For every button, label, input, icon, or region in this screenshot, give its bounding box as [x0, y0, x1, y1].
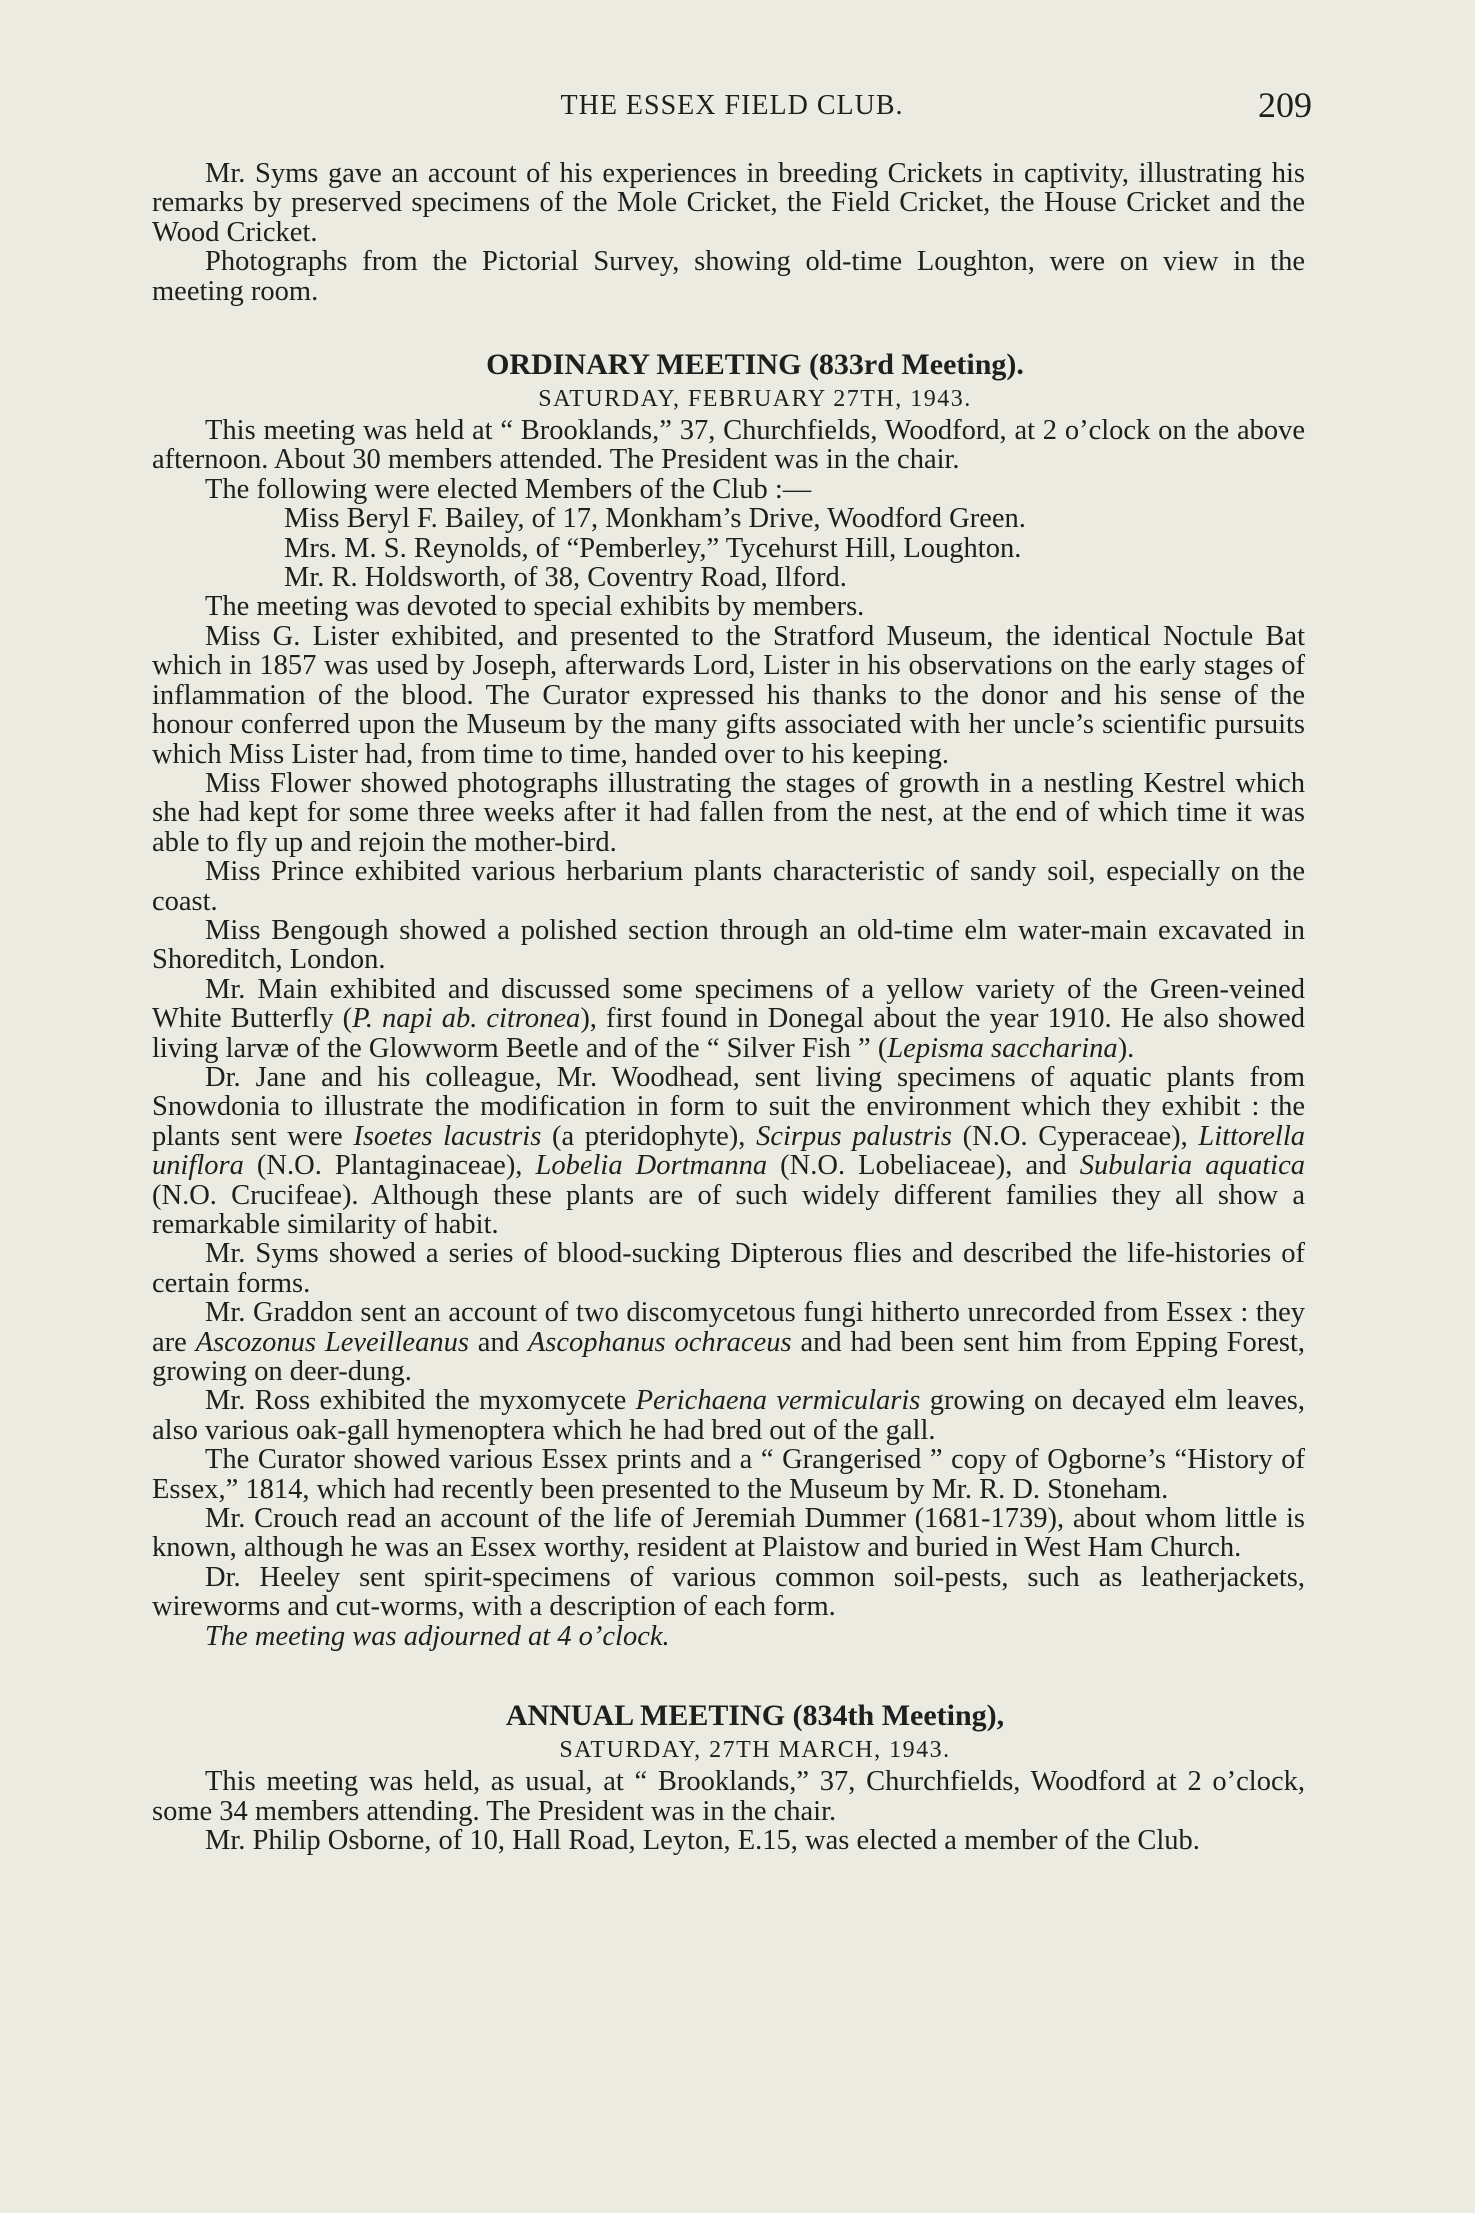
running-title: THE ESSEX FIELD CLUB. — [560, 90, 904, 121]
paragraph-annual-held: This meeting was held, as usual, at “ Brooklands,” 37, Churchfields, Woodford at 2 o’clock, some 34 members attending. The President was in the chair. — [152, 1766, 1305, 1827]
paragraph-elected-intro: The following were elected Members of the Club :— — [205, 473, 812, 505]
paragraph-photographs: Photographs from the Pictorial Survey, showing old-time Loughton, were on view in the meeting room. — [152, 246, 1305, 307]
running-head — [152, 84, 1312, 128]
page-body — [152, 159, 1305, 1855]
paragraph-osborne: Mr. Philip Osborne, of 10, Hall Road, Leyton, E.15, was elected a member of the Club. — [205, 1824, 1200, 1856]
member-entry: Mrs. M. S. Reynolds, of “Pemberley,” Tycehurst Hill, Loughton. — [284, 532, 1022, 564]
page-number: 209 — [1258, 85, 1312, 125]
paragraph-prince: Miss Prince exhibited various herbarium plants characteristic of sandy soil, especially on the coast. — [152, 856, 1305, 917]
paragraph-syms-flies: Mr. Syms showed a series of blood-sucking Dipterous flies and described the life-histories of certain forms. — [152, 1238, 1305, 1299]
paragraph-flower: Miss Flower showed photographs illustrating the stages of growth in a nestling Kestrel which she had kept for some three weeks after it had fallen from the nest, at the end of which time it was able to fly up and rejoin the mother-bird. — [152, 767, 1305, 858]
member-entry: Miss Beryl F. Bailey, of 17, Monkham’s Drive, Woodford Green. — [284, 503, 1026, 535]
elected-members-list — [152, 504, 1305, 592]
dateline-ordinary-meeting: SATURDAY, FEBRUARY 27TH, 1943. — [538, 386, 972, 413]
section-heading-annual-meeting: ANNUAL MEETING (834th Meeting), — [505, 1699, 1005, 1733]
paragraph-heeley: Dr. Heeley sent spirit-specimens of various common soil-pests, such as leatherjackets, wireworms and cut-worms, with a description of each form. — [152, 1561, 1305, 1623]
paragraph-lister: Miss G. Lister exhibited, and presented to the Stratford Museum, the identical Noctule Bat which in 1857 was used by Joseph, afterwards Lord, Lister in his observations on the early stages of inflammation of the blood. The Curator expressed his thanks to the donor and his sense of the honour conferred upon the Museum by the many gifts associated with her uncle’s scientific pursuits which Miss Lister had, from time to time, handed over to his keeping. — [152, 620, 1305, 770]
paragraph-crouch: Mr. Crouch read an account of the life of Jeremiah Dummer (1681-1739), about whom little is known, although he was an Essex worthy, resident at Plaistow and buried in West Ham Church. — [152, 1503, 1305, 1564]
member-entry: Mr. R. Holdsworth, of 38, Coventry Road, Ilford. — [284, 562, 847, 594]
paragraph-syms-crickets: Mr. Syms gave an account of his experiences in breeding Crickets in captivity, illustrating his remarks by preserved specimens of the Mole Cricket, the Field Cricket, the House Cricket and the Wood Cricket. — [152, 158, 1305, 248]
paragraph-graddon: Mr. Graddon sent an account of two discomycetous fungi hitherto unrecorded from Essex : they are Ascozonus Leveilleanus and Ascophanus ochraceus and had been sent him from Epping Forest, growing on deer-dung. — [152, 1297, 1305, 1388]
section-heading-ordinary-meeting: ORDINARY MEETING (833rd Meeting). — [486, 348, 1024, 382]
paragraph-curator: The Curator showed various Essex prints and a “ Grangerised ” copy of Ogborne’s “History of Essex,” 1814, which had recently been presented to the Museum by Mr. R. D. Stoneham. — [152, 1444, 1305, 1505]
dateline-annual-meeting: SATURDAY, 27TH MARCH, 1943. — [559, 1737, 951, 1764]
paragraph-adjourned: The meeting was adjourned at 4 o’clock. — [205, 1620, 670, 1652]
paragraph-jane: Dr. Jane and his colleague, Mr. Woodhead, sent living specimens of aquatic plants from Snowdonia to illustrate the modification in form to suit the environment which they exhibit : the plants sent were Isoetes lacustris (a pteridophyte), Scirpus palustris (N.O. Cyperaceae), Littorella uniflora (N.O. Plantaginaceae), Lobelia Dortmanna (N.O. Lobeliaceae), and Subularia aquatica (N.O. Crucifeae). Although these plants are of such widely different families they all show a remarkable similarity of habit. — [152, 1061, 1306, 1240]
paragraph-bengough: Miss Bengough showed a polished section through an old-time elm water-main excavated in Shoreditch, London. — [152, 914, 1305, 976]
paragraph-special-exhibits: The meeting was devoted to special exhibits by members. — [205, 591, 865, 623]
paragraph-ross: Mr. Ross exhibited the myxomycete Perichaena vermicularis growing on decayed elm leaves, also various oak-gall hymenoptera which he had bred out of the gall. — [152, 1385, 1305, 1446]
paragraph-meeting-held: This meeting was held at “ Brooklands,” 37, Churchfields, Woodford, at 2 o’clock on the above afternoon. About 30 members attended. The President was in the chair. — [152, 415, 1305, 476]
paragraph-main: Mr. Main exhibited and discussed some specimens of a yellow variety of the Green-veined White Butterfly (P. napi ab. citronea), first found in Donegal about the year 1910. He also showed living larvæ of the Glowworm Beetle and of the “ Silver Fish ” (Lepisma saccharina). — [152, 973, 1305, 1064]
